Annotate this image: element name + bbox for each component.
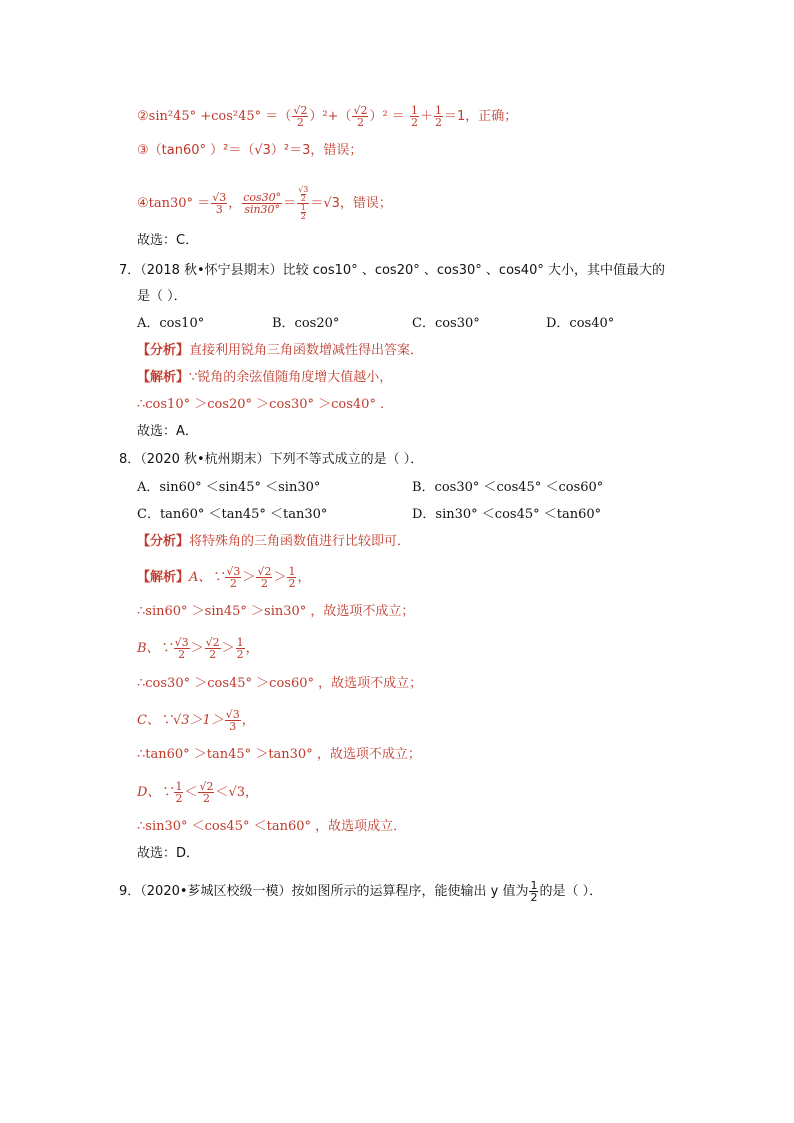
fraction: $\frac{1}{2}$ [175,780,183,805]
solution-line-3: ③（tan60° ）²＝（√3）²＝3，错误； [137,143,363,158]
fraction: $\frac{√2}{2}$ [199,780,214,805]
fraction: $\frac{1}{2}$ [236,636,244,661]
answer-line: 故选：C． [137,233,199,248]
explanation-text: ∵锐角的余弦值随角度增大值越小， [189,370,393,385]
analysis-line [137,342,423,360]
fraction: √3 2 1 2 [298,185,309,221]
solution-line-4: ④tan30° ＝ $\frac{√3}{3}$ ， $\frac{\cos 30^\circ}{\sin 30^\circ}$ ＝ √3 2 1 2 ＝√3，错误； [137,185,392,221]
text: A、∵ [189,570,225,585]
fraction: $\frac{1}{2}$ [434,104,442,129]
fraction: $\frac{√2}{2}$ [205,636,220,661]
text: D、∵ [137,785,174,800]
text: ）²+（ [309,109,352,124]
option-d: D．sin30° ＜cos45° ＜tan60° [412,507,602,522]
option-a: A．sin60° ＜sin45° ＜sin30° [137,480,321,495]
question-7-line-1: 7．（2018 秋•怀宁县期末）比较 cos10° 、cos20° 、cos30° 、cos40° 大小，其中值最大的 [119,263,665,278]
conclusion-c: ∴tan60° ＞tan45° ＞tan30° ，故选项不成立； [137,747,421,762]
analysis-tag: 【分析】 [137,534,190,549]
text: ＝1，正确； [443,109,518,124]
analysis-tag: 【分析】 [137,343,190,358]
question-7-line-2: 是（ ）． [137,289,187,304]
option-a: A．cos10° [137,316,205,331]
answer-line: 故选：A． [137,424,198,439]
text: ＜√3， [215,785,259,800]
fraction: $\frac{1}{2}$ [288,565,296,590]
question-9-line-1 [119,880,602,903]
explanation-c: C、∵√3＞1＞ $\frac{√3}{3}$ ， [137,708,255,733]
text: 9．（2020•芗城区校级一模）按如图所示的运算程序，能使输出 y 值为 [119,884,529,899]
answer-line: 故选：D． [137,846,200,861]
question-8-line-1: 8．（2020 秋•杭州期末）下列不等式成立的是（ ）． [119,452,424,467]
option-c: C．cos30° [412,316,480,331]
fraction: $\frac{1}{2}$ [530,879,538,904]
fraction: $\frac{√2}{2}$ [257,565,272,590]
analysis-line [137,533,410,551]
fraction: $\frac{\cos 30^\circ}{\sin 30^\circ}$ [243,191,282,216]
conclusion-line: ∴cos10° ＞cos20° ＞cos30° ＞cos40° ． [137,397,394,412]
option-c: C．tan60° ＜tan45° ＜tan30° [137,507,328,522]
option-b: B．cos20° [272,316,340,331]
text: ④tan30° ＝ [137,196,211,211]
text: 的是（ ）． [539,884,603,899]
fraction: $\frac{1}{2}$ [410,104,418,129]
conclusion-a: ∴sin60° ＞sin45° ＞sin30° ，故选项不成立； [137,604,415,619]
fraction: $\frac{√3}{3}$ [225,708,240,733]
text: ）² ＝ [369,109,409,124]
solution-line-2: ②sin²45° +cos²45° ＝（ $\frac{√2}{2}$ ）²+（ $\frac{√2}{2}$ ）² ＝ $\frac{1}{2}$ ＋ $\frac{1}{2}$ ＝1，正确； [137,104,518,129]
text: ＝√3，错误； [310,196,392,211]
explanation-tag: 【解析】 [137,370,190,385]
fraction: $\frac{√3}{2}$ [226,565,241,590]
fraction: $\frac{√3}{3}$ [212,191,227,216]
fraction: $\frac{√2}{2}$ [293,104,308,129]
text: C、∵√3＞1＞ [137,713,224,728]
option-b: B．cos30° ＜cos45° ＜cos60° [412,480,604,495]
text: ， [228,196,242,211]
explanation-d: D、∵ $\frac{1}{2}$ ＜ $\frac{√2}{2}$ ＜√3， [137,780,259,805]
conclusion-d: ∴sin30° ＜cos45° ＜tan60° ，故选项成立． [137,819,407,834]
analysis-text: 将特殊角的三角函数值进行比较即可． [189,534,411,549]
fraction: $\frac{√2}{2}$ [353,104,368,129]
conclusion-b: ∴cos30° ＞cos45° ＞cos60° ，故选项不成立； [137,676,423,691]
text: ②sin²45° +cos²45° ＝（ [137,109,292,124]
explanation-line: 【解析】A、∵ $\frac{√3}{2}$ ＞ $\frac{√2}{2}$ ＞ $\frac{1}{2}$ ， [137,565,311,590]
option-d: D．cos40° [546,316,615,331]
explanation-line [137,369,392,387]
analysis-text: 直接利用锐角三角函数增减性得出答案． [189,343,424,358]
explanation-tag: 【解析】 [137,570,190,585]
text: B、∵ [137,641,173,656]
fraction: $\frac{√3}{2}$ [174,636,189,661]
explanation-b: B、∵ $\frac{√3}{2}$ ＞ $\frac{√2}{2}$ ＞ $\frac{1}{2}$ ， [137,636,259,661]
